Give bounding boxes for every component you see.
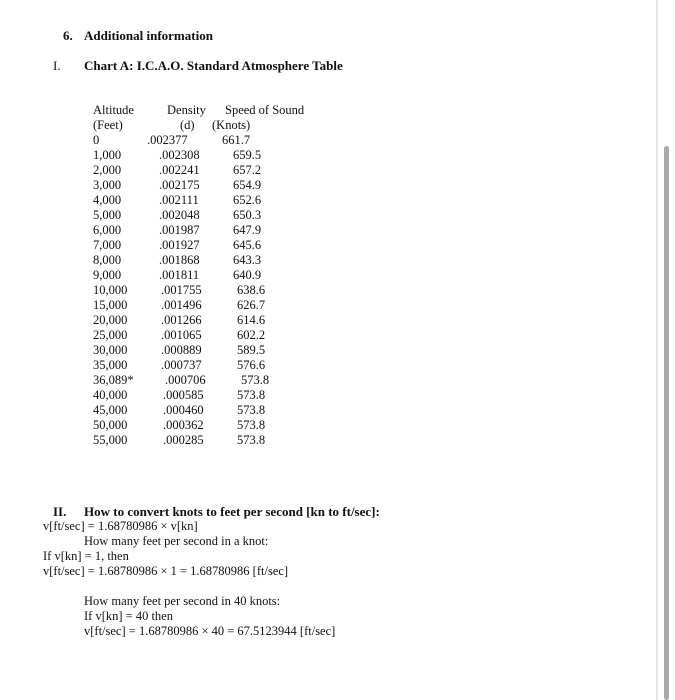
cell-speed: 643.3 (233, 253, 262, 267)
cell-altitude: 6,000 (93, 223, 122, 237)
header-density: Density (167, 103, 206, 117)
cell-speed: 573.8 (237, 433, 266, 447)
cell-altitude: 0 (93, 133, 100, 147)
cell-density: .000585 (163, 388, 204, 402)
part2-numeral: II. (53, 504, 67, 519)
part1-title: Chart A: I.C.A.O. Standard Atmosphere Table (84, 58, 343, 73)
cell-altitude: 8,000 (93, 253, 122, 267)
cell-speed: 573.8 (241, 373, 270, 387)
cell-altitude: 9,000 (93, 268, 122, 282)
result-one-knot: v[ft/sec] = 1.68780986 × 1 = 1.68780986 [ft/sec] (43, 564, 289, 578)
cell-density: .001496 (161, 298, 202, 312)
section-title: Additional information (84, 28, 213, 43)
cell-altitude: 15,000 (93, 298, 128, 312)
conversion-formula: v[ft/sec] = 1.68780986 × v[kn] (43, 519, 198, 533)
result-forty-knots: v[ft/sec] = 1.68780986 × 40 = 67.5123944 [ft/sec] (84, 624, 336, 638)
page-edge-divider (656, 0, 658, 700)
cell-altitude: 4,000 (93, 193, 122, 207)
cell-altitude: 20,000 (93, 313, 128, 327)
cell-altitude: 50,000 (93, 418, 128, 432)
header-speed: Speed of Sound (225, 103, 305, 117)
cell-altitude: 5,000 (93, 208, 122, 222)
cell-density: .000362 (163, 418, 204, 432)
condition-forty-knots: If v[kn] = 40 then (84, 609, 173, 623)
cell-speed: 576.6 (237, 358, 266, 372)
cell-density: .000889 (161, 343, 202, 357)
question-forty-knots: How many feet per second in 40 knots: (84, 594, 281, 608)
cell-density: .001811 (159, 268, 200, 282)
header-density-unit: (d) (180, 118, 195, 132)
cell-speed: 654.9 (233, 178, 262, 192)
cell-speed: 638.6 (237, 283, 266, 297)
cell-speed: 650.3 (233, 208, 262, 222)
cell-speed: 647.9 (233, 223, 262, 237)
cell-speed: 573.8 (237, 388, 266, 402)
cell-speed: 573.8 (237, 403, 266, 417)
cell-speed: 626.7 (237, 298, 266, 312)
cell-density: .001755 (161, 283, 202, 297)
cell-speed: 589.5 (237, 343, 266, 357)
cell-density: .000285 (163, 433, 204, 447)
cell-altitude: 45,000 (93, 403, 128, 417)
cell-speed: 652.6 (233, 193, 262, 207)
cell-density: .002308 (159, 148, 200, 162)
cell-altitude: 3,000 (93, 178, 122, 192)
cell-speed: 661.7 (222, 133, 251, 147)
cell-density: .000460 (163, 403, 204, 417)
cell-density: .001987 (159, 223, 200, 237)
cell-density: .001065 (161, 328, 202, 342)
cell-density: .001868 (159, 253, 200, 267)
cell-density: .000737 (161, 358, 202, 372)
cell-density: .002048 (159, 208, 200, 222)
header-altitude-unit: (Feet) (93, 118, 123, 132)
cell-speed: 659.5 (233, 148, 262, 162)
cell-altitude: 40,000 (93, 388, 128, 402)
question-one-knot: How many feet per second in a knot: (84, 534, 269, 548)
cell-density: .000706 (165, 373, 206, 387)
cell-altitude: 30,000 (93, 343, 128, 357)
header-speed-unit: (Knots) (212, 118, 251, 132)
cell-altitude: 25,000 (93, 328, 128, 342)
cell-speed: 657.2 (233, 163, 262, 177)
cell-altitude: 36,089* (93, 373, 134, 387)
cell-density: .002111 (159, 193, 199, 207)
cell-speed: 602.2 (237, 328, 266, 342)
header-altitude: Altitude (93, 103, 134, 117)
section-number: 6. (63, 28, 73, 43)
part1-numeral: I. (53, 58, 61, 73)
condition-one-knot: If v[kn] = 1, then (43, 549, 129, 563)
cell-density: .002241 (159, 163, 200, 177)
cell-density: .002377 (147, 133, 188, 147)
cell-speed: 614.6 (237, 313, 266, 327)
cell-altitude: 10,000 (93, 283, 128, 297)
vertical-scrollbar[interactable] (664, 146, 669, 700)
cell-speed: 573.8 (237, 418, 266, 432)
cell-density: .001266 (161, 313, 202, 327)
cell-density: .002175 (159, 178, 200, 192)
cell-altitude: 1,000 (93, 148, 122, 162)
cell-speed: 640.9 (233, 268, 262, 282)
cell-speed: 645.6 (233, 238, 262, 252)
part2-title: How to convert knots to feet per second [kn to ft/sec]: (84, 504, 380, 519)
cell-altitude: 7,000 (93, 238, 122, 252)
cell-altitude: 2,000 (93, 163, 122, 177)
cell-density: .001927 (159, 238, 200, 252)
cell-altitude: 35,000 (93, 358, 128, 372)
cell-altitude: 55,000 (93, 433, 128, 447)
